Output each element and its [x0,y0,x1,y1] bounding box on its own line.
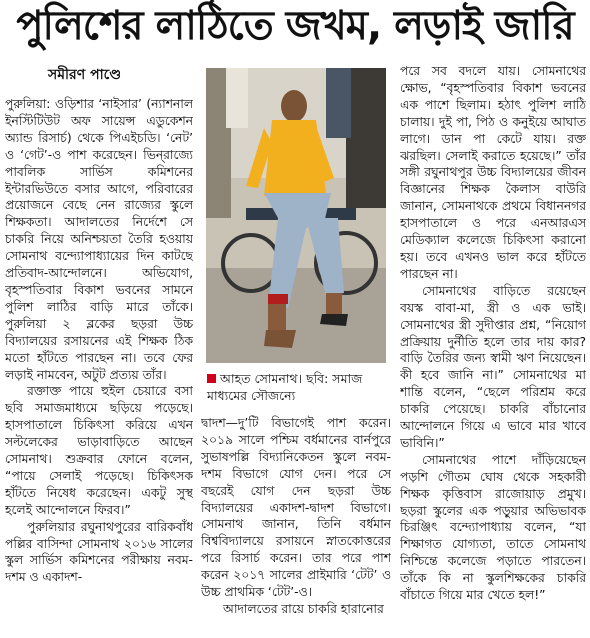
caption-marker [207,374,216,383]
paragraph: পুরুলিয়া: ওড়িশার ‘নাইসার’ (ন্যাশনাল ইনস্টিটিউট অফ সায়েন্স এডুকেশন অ্যান্ড রিসার্চ) থেকে পিএইচডি। ‘নেট’ ও ‘গেট’-ও পাশ করেছেন। ভিন্‌রাজ্যে পাবলিক সার্ভিস কমিশনের ইন্টারভিউতে বসার আগে, পরিবারের প্রয়োজনে বেছে নেন রাজ্যের স্কুলে শিক্ষকতা। আদালতের নির্দেশে সে চাকরি নিয়ে অনিশ্চয়তা তৈরি হওয়ায় সোমনাথ বন্দ্যোপাধ্যায়ের দিন কাটছে প্রতিবাদ-আন্দোলনে। অভিযোগ, বৃহস্পতিবার বিকাশ ভবনের সামনে পুলিশ লাঠির বাড়ি মারে তাঁকে। পুরুলিয়া ২ ব্লকের ছড়রা উচ্চ বিদ্যালয়ের রসায়নের এই শিক্ষক ঠিক মতো হাঁটতে পারছেন না। তবে ফের লড়াই নামবেন, অটুট প্রত্যয় তাঁর। [5,97,193,382]
paragraph: দ্বাদশ—দু’টি বিভাগেই পাশ করেন। ২০১৯ সালে পশ্চিম বর্ধমানের বার্নপুরে সুভাষপল্লি বিদ্যানিকেতন স্কুলে নবম-দশম বিভাগে যোগ দেন। পরে সে বছরেই যোগ দেন ছড়রা উচ্চ বিদ্যালয়ের একাদশ-দ্বাদশ বিভাগে। সোমনাথ জানান, তিনি বর্ধমান বিশ্ববিদ্যালয়ে রসায়নে স্নাতকোত্তরের পরে রিসার্চ করেন। তার পরে পাশ করেন ২০১৭ সালের প্রাইমারি ‘টেট’ ও উচ্চ প্রাথমিক ‘টেট’-ও। [201,416,391,600]
paragraph: সোমনাথের পাশে দাঁড়িয়েছেন পড়শি গৌতম ঘোষ থেকে সহকারী শিক্ষক কৃত্তিবাস রাজোয়াড় প্রমুখ। ছড়রা স্কুলের এক পড়ুয়ার অভিভাবক চিরঞ্জিৎ বন্দ্যোপাধ্যায় বলেন, “যা শিক্ষাগত যোগ্যতা, তাতে সোমনাথ নিশ্চিন্তে কলেজে পড়াতে পারতেন। তাঁকে কি না স্কুলশিক্ষকের চাকরি বাঁচাতে গিয়ে মার খেতে হল!” [400,452,586,603]
caption-text: আহত সোমনাথ। ছবি: সমাজ মাধ্যমের সৌজন্যে [207,371,363,403]
paragraph: পরে সব বদলে যায়। সোমনাথের ক্ষোভ, “বৃহস্পতিবার বিকাশ ভবনের এক পাশে ছিলাম। হঠাৎ পুলিশ লাঠি চালায়। দুই পা, পিঠ ও কনুইয়ে আঘাত লাগে। ডান পা কেটে যায়। রক্ত ঝরছিল। সেলাই করাতে হয়েছে।” তাঁর সঙ্গী রঘুনাথপুর উচ্চ বিদ্যালয়ের জীবন বিজ্ঞানের শিক্ষক কৈলাস বাউরি জানান, সোমনাথকে প্রথমে বিধাননগর হাসপাতালে ও পরে এনআরএস মেডিক্যাল কলেজে চিকিৎসা করানো হয়। তবে এখনও ভাল করে হাঁটতে পারছেন না। [400,64,586,281]
news-photo [206,68,386,363]
byline: সমীরণ পাণ্ডে [48,67,122,83]
wheelchair-photo-illustration [206,68,386,363]
article-column-1 [5,96,193,636]
paragraph: সোমনাথের বাড়িতে রয়েছেন বয়স্ক বাবা-মা, স্ত্রী ও এক ভাই। সোমনাথের স্ত্রী সুদীপ্তার প্রশ্ন, “নিয়োগ প্রক্রিয়ায় দুর্নীতি হলে তার দায় কার? বাড়ি তৈরির জন্য স্বামী ঋণ নিয়েছেন। কী হবে জানি না।” সোমনাথের মা শান্তি বলেন, “ছেলে পরিশ্রম করে চাকরি পেয়েছে। চাকরি বাঁচানোর আন্দোলনে গিয়ে এ ভাবে মার খাবে ভাবিনি।” [400,283,586,450]
article-column-2 [201,415,391,638]
photo-caption [207,370,390,404]
headline: পুলিশের লাঠিতে জখম, লড়াই জারি [16,3,574,49]
paragraph: পুরুলিয়ার রঘুনাথপুরের বারিকবাঁধ পল্লির বাসিন্দা সোমনাথ ২০১৬ সালের স্কুল সার্ভিস কমিশনের পরীক্ষায় নবম-দশম ও একাদশ- [5,519,193,585]
article-column-3 [400,63,586,638]
paragraph: রক্তাক্ত পায়ে হুইল চেয়ারে বসা ছবি সমাজমাধ্যমে ছড়িয়ে পড়েছে। হাসপাতালে চিকিৎসা করিয়ে এখন সল্টলেকের ভাড়াবাড়িতে আছেন সোমনাথ। শুক্রবার ফোনে বলেন, “পায়ে সেলাই পড়েছে। চিকিৎসক হাঁটতে নিষেধ করেছেন। একটু সুস্থ হলেই আন্দোলনে ফিরব।” [5,384,193,517]
paragraph: আদালতের রায়ে চাকরি হারানোর [223,601,384,616]
